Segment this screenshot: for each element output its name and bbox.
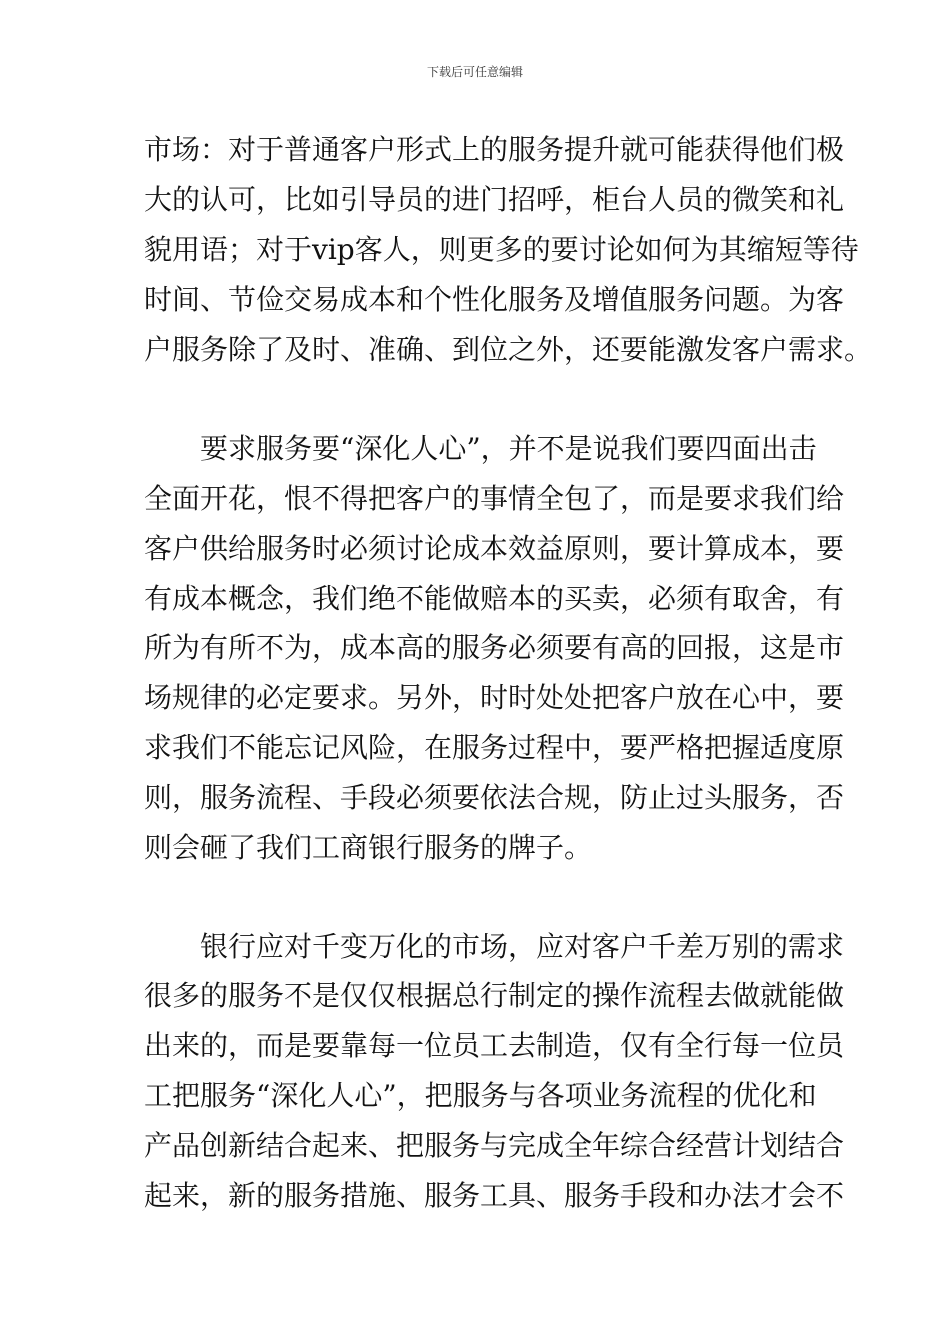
paragraph-line: 产品创新结合起来、把服务与完成全年综合经营计划结合 — [144, 1129, 845, 1162]
paragraph-line: 客户供给服务时必须讨论成本效益原则，要计算成本，要 — [144, 532, 845, 565]
paragraph-line: 很多的服务不是仅仅根据总行制定的操作流程去做就能做 — [144, 979, 845, 1012]
paragraph-line: 貌用语；对于vip客人，则更多的要讨论如何为其缩短等待 — [144, 233, 859, 266]
paragraph-line: 银行应对千变万化的市场，应对客户千差万别的需求 — [144, 930, 845, 963]
paragraph-line: 出来的，而是要靠每一位员工去制造，仅有全行每一位员 — [144, 1029, 845, 1062]
paragraph-line: 起来，新的服务措施、服务工具、服务手段和办法才会不 — [144, 1179, 845, 1212]
paragraph-line: 时间、节俭交易成本和个性化服务及增值服务问题。为客 — [144, 283, 845, 316]
paragraph-line: 工把服务“深化人心”，把服务与各项业务流程的优化和 — [144, 1079, 817, 1112]
paragraph-line: 则会砸了我们工商银行服务的牌子。 — [144, 831, 593, 864]
paragraph-line: 则，服务流程、手段必须要依法合规，防止过头服务，否 — [144, 781, 845, 814]
paragraph-line: 所为有所不为，成本高的服务必须要有高的回报，这是市 — [144, 631, 845, 664]
paragraph-line: 有成本概念，我们绝不能做赔本的买卖，必须有取舍，有 — [144, 582, 845, 615]
paragraph-line: 户服务除了及时、准确、到位之外，还要能激发客户需求。 — [144, 333, 873, 366]
paragraph-line: 要求服务要“深化人心”，并不是说我们要四面出击 — [144, 432, 817, 465]
paragraph-line: 大的认可，比如引导员的进门招呼，柜台人员的微笑和礼 — [144, 183, 845, 216]
paragraph-line: 全面开花，恨不得把客户的事情全包了，而是要求我们给 — [144, 482, 845, 515]
page-header: 下载后可任意编辑 — [426, 65, 523, 79]
paragraph-line: 市场：对于普通客户形式上的服务提升就可能获得他们极 — [144, 133, 845, 166]
paragraph-line: 场规律的必定要求。另外，时时处处把客户放在心中，要 — [144, 681, 845, 714]
paragraph-line: 求我们不能忘记风险，在服务过程中，要严格把握适度原 — [144, 731, 845, 764]
